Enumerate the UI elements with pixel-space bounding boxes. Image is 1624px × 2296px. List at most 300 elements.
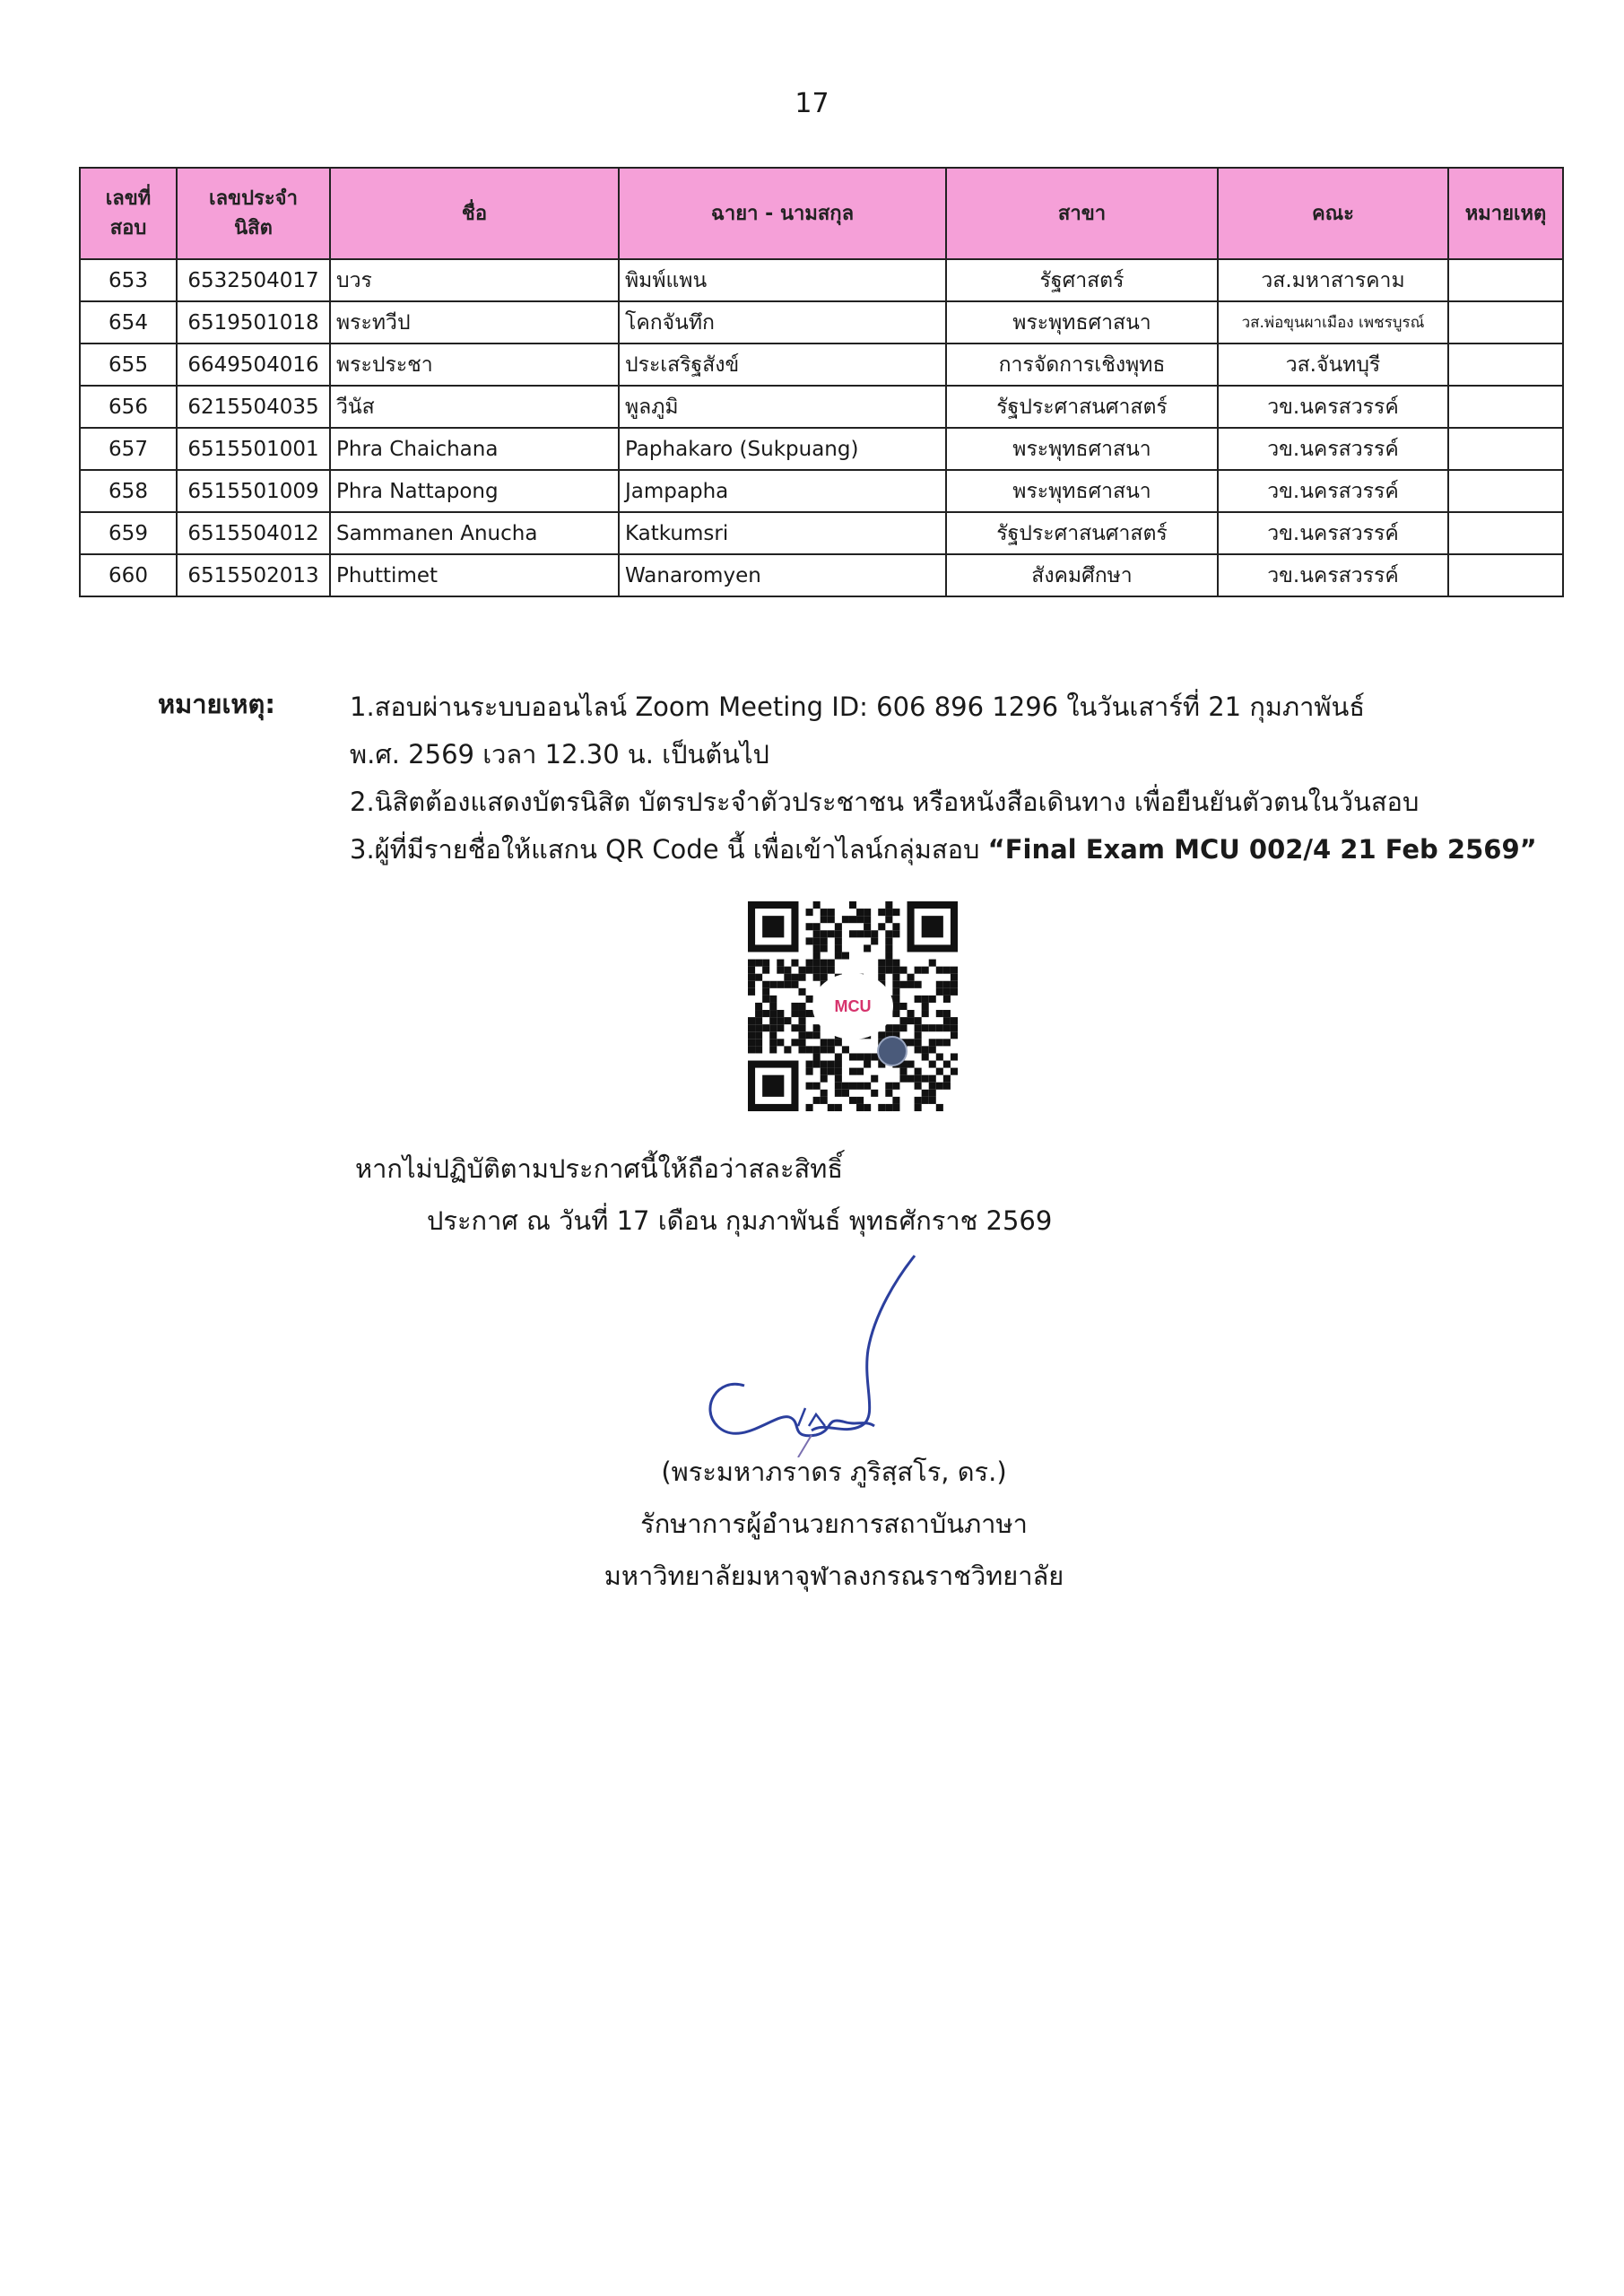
qr-module — [777, 1010, 784, 1017]
qr-module — [821, 1090, 828, 1097]
qr-module — [892, 974, 899, 981]
qr-module — [856, 1104, 864, 1111]
qr-module — [943, 1061, 951, 1068]
cell-name: Phra Nattapong — [330, 470, 619, 512]
qr-module — [842, 1090, 849, 1097]
qr-module — [821, 1068, 828, 1075]
qr-module — [885, 909, 892, 916]
table-row — [80, 512, 1563, 554]
cell-major: รัฐศาสตร์ — [946, 259, 1218, 301]
header-major: สาขา — [946, 168, 1218, 259]
qr-module — [791, 960, 798, 967]
signature-image — [690, 1251, 960, 1457]
note-3 — [350, 826, 1542, 874]
qr-module — [798, 988, 805, 996]
qr-module — [813, 923, 821, 930]
qr-module — [908, 1039, 915, 1046]
cell-exam-no: 655 — [80, 344, 177, 386]
qr-module — [748, 988, 755, 996]
qr-module — [864, 1104, 871, 1111]
qr-module — [864, 916, 871, 923]
qr-module — [791, 1003, 798, 1010]
qr-module — [835, 1068, 842, 1075]
qr-module — [892, 988, 899, 996]
cell-student-id: 6515501009 — [177, 470, 330, 512]
cell-faculty: วส.พ่อขุนผาเมือง เพชรบูรณ์ — [1218, 301, 1448, 344]
qr-module — [835, 1090, 842, 1097]
cell-student-id: 6515504012 — [177, 512, 330, 554]
qr-module — [885, 952, 892, 959]
qr-module — [856, 1053, 864, 1060]
qr-module — [835, 1104, 842, 1111]
qr-module — [828, 909, 835, 916]
qr-module — [871, 930, 878, 937]
qr-module — [871, 937, 878, 944]
qr-module — [813, 1053, 821, 1060]
qr-module — [828, 967, 835, 974]
cell-faculty: วข.นครสวรรค์ — [1218, 554, 1448, 596]
qr-module — [915, 1075, 922, 1083]
qr-module — [821, 1075, 828, 1083]
qr-module — [922, 1046, 929, 1053]
cell-student-id: 6215504035 — [177, 386, 330, 428]
table-row — [80, 344, 1563, 386]
seal-icon — [877, 1036, 908, 1066]
qr-module — [806, 1083, 813, 1090]
notes-list — [350, 683, 1542, 874]
notes-label: หมายเหตุ: — [158, 689, 275, 719]
qr-module — [828, 1039, 835, 1046]
qr-module — [755, 960, 762, 967]
qr-module — [885, 916, 892, 923]
qr-module — [791, 1024, 798, 1031]
qr-module — [856, 1068, 864, 1075]
qr-module — [951, 1017, 958, 1024]
qr-module — [929, 960, 936, 967]
cell-student-id: 6515502013 — [177, 554, 330, 596]
qr-module — [784, 981, 791, 988]
qr-module — [922, 1075, 929, 1083]
qr-module — [885, 944, 892, 952]
header-faculty: คณะ — [1218, 168, 1448, 259]
qr-module — [929, 1090, 936, 1097]
qr-module — [922, 1090, 929, 1097]
cell-exam-no: 659 — [80, 512, 177, 554]
qr-module — [929, 1083, 936, 1090]
qr-module — [929, 996, 936, 1003]
qr-module — [777, 981, 784, 988]
qr-module — [806, 1061, 813, 1068]
qr-module — [864, 909, 871, 916]
qr-module — [798, 1031, 805, 1039]
qr-module — [777, 960, 784, 967]
qr-module — [899, 967, 907, 974]
qr-module — [806, 937, 813, 944]
qr-module — [755, 1017, 762, 1024]
qr-module — [885, 967, 892, 974]
qr-module — [835, 930, 842, 937]
qr-module — [892, 1083, 899, 1090]
note-1: 1.สอบผ่านระบบออนไลน์ Zoom Meeting ID: 606 896 1296 ในวันเสาร์ที่ 21 กุมภาพันธ์ — [350, 691, 1366, 722]
qr-module — [892, 1003, 899, 1010]
header-exam-no-line2: สอบ — [109, 217, 147, 239]
qr-module — [821, 1097, 828, 1104]
qr-module — [828, 1104, 835, 1111]
qr-module — [748, 960, 755, 967]
qr-module — [915, 1097, 922, 1104]
qr-module — [849, 901, 856, 909]
qr-module — [813, 930, 821, 937]
header-student-id — [177, 168, 330, 259]
qr-module — [864, 1061, 871, 1068]
qr-module — [835, 1075, 842, 1083]
qr-module — [885, 901, 892, 909]
qr-module — [813, 974, 821, 981]
cell-major: การจัดการเชิงพุทธ — [946, 344, 1218, 386]
qr-module — [915, 981, 922, 988]
qr-module — [806, 960, 813, 967]
cell-surname: พิมพ์แพน — [619, 259, 946, 301]
qr-module — [922, 1024, 929, 1031]
qr-module — [943, 988, 951, 996]
cell-exam-no: 658 — [80, 470, 177, 512]
qr-module — [943, 996, 951, 1003]
qr-module — [821, 1061, 828, 1068]
table-body — [80, 259, 1563, 596]
note-1-continued: พ.ศ. 2569 เวลา 12.30 น. เป็นต้นไป — [350, 739, 769, 770]
qr-module — [899, 981, 907, 988]
qr-module — [936, 1083, 943, 1090]
cell-exam-no: 654 — [80, 301, 177, 344]
qr-module — [762, 981, 769, 988]
qr-module — [798, 974, 805, 981]
qr-module — [936, 967, 943, 974]
cell-remark — [1448, 428, 1563, 470]
qr-module — [828, 930, 835, 937]
qr-module — [885, 1090, 892, 1097]
qr-module — [856, 1097, 864, 1104]
qr-module — [856, 909, 864, 916]
qr-module — [908, 974, 915, 981]
qr-module — [813, 1046, 821, 1053]
qr-module — [806, 1068, 813, 1075]
cell-exam-no: 657 — [80, 428, 177, 470]
cell-major: รัฐประศาสนศาสตร์ — [946, 386, 1218, 428]
qr-module — [755, 1039, 762, 1046]
cell-surname: Katkumsri — [619, 512, 946, 554]
qr-module — [791, 1010, 798, 1017]
qr-module — [762, 1024, 769, 1031]
qr-module — [922, 1097, 929, 1104]
qr-module — [908, 1061, 915, 1068]
header-exam-no — [80, 168, 177, 259]
qr-module — [915, 996, 922, 1003]
qr-module — [835, 952, 842, 959]
cell-major: พระพุทธศาสนา — [946, 470, 1218, 512]
qr-module — [899, 1068, 907, 1075]
qr-module — [821, 967, 828, 974]
qr-module — [849, 1053, 856, 1060]
qr-module — [813, 1097, 821, 1104]
qr-module — [748, 974, 755, 981]
mcu-logo — [812, 973, 893, 1039]
qr-module — [835, 1039, 842, 1046]
qr-module — [798, 967, 805, 974]
qr-module — [915, 1031, 922, 1039]
qr-module — [755, 974, 762, 981]
qr-finder-pattern — [762, 916, 784, 937]
cell-exam-no: 660 — [80, 554, 177, 596]
qr-module — [835, 923, 842, 930]
header-name: ชื่อ — [330, 168, 619, 259]
qr-module — [821, 930, 828, 937]
cell-name: Phra Chaichana — [330, 428, 619, 470]
qr-module — [871, 1090, 878, 1097]
qr-module — [842, 916, 849, 923]
qr-module — [908, 1010, 915, 1017]
qr-module — [892, 1097, 899, 1104]
qr-module — [828, 1061, 835, 1068]
qr-module — [821, 1039, 828, 1046]
table-header-row — [80, 168, 1563, 259]
qr-module — [762, 967, 769, 974]
qr-module — [762, 960, 769, 967]
qr-module — [806, 1010, 813, 1017]
announcement-date: ประกาศ ณ วันที่ 17 เดือน กุมภาพันธ์ พุทธศักราช 2569 — [427, 1205, 1053, 1236]
qr-module — [951, 1053, 958, 1060]
qr-module — [951, 981, 958, 988]
qr-module — [885, 937, 892, 944]
cell-name: วีนัส — [330, 386, 619, 428]
cell-major: สังคมศึกษา — [946, 554, 1218, 596]
qr-module — [892, 967, 899, 974]
qr-module — [943, 981, 951, 988]
qr-module — [951, 967, 958, 974]
forfeit-warning: หากไม่ปฏิบัติตามประกาศนี้ให้ถือว่าสละสิทธิ์ — [355, 1153, 844, 1184]
qr-module — [748, 1024, 755, 1031]
cell-name: พระประชา — [330, 344, 619, 386]
qr-module — [762, 988, 769, 996]
qr-module — [892, 909, 899, 916]
qr-module — [769, 1046, 777, 1053]
qr-module — [777, 967, 784, 974]
qr-module — [915, 1104, 922, 1111]
qr-module — [835, 1053, 842, 1060]
qr-module — [943, 967, 951, 974]
qr-module — [951, 1068, 958, 1075]
cell-major: รัฐประศาสนศาสตร์ — [946, 512, 1218, 554]
qr-module — [899, 1075, 907, 1083]
qr-module — [856, 916, 864, 923]
qr-module — [777, 1017, 784, 1024]
signer-organization: มหาวิทยาลัยมหาจุฬาลงกรณราชวิทยาลัย — [604, 1561, 1064, 1591]
cell-faculty: วข.นครสวรรค์ — [1218, 470, 1448, 512]
qr-module — [892, 996, 899, 1003]
qr-module — [943, 1083, 951, 1090]
qr-module — [943, 1075, 951, 1083]
qr-module — [885, 1024, 892, 1031]
qr-module — [864, 930, 871, 937]
qr-module — [856, 930, 864, 937]
qr-module — [806, 923, 813, 930]
qr-module — [943, 1010, 951, 1017]
qr-module — [943, 1024, 951, 1031]
qr-module — [899, 1017, 907, 1024]
qr-module — [878, 923, 885, 930]
qr-module — [748, 1031, 755, 1039]
cell-name: บวร — [330, 259, 619, 301]
qr-module — [936, 1068, 943, 1075]
qr-module — [769, 1003, 777, 1010]
qr-module — [755, 1024, 762, 1031]
qr-module — [806, 909, 813, 916]
qr-module — [936, 1024, 943, 1031]
qr-module — [813, 967, 821, 974]
cell-surname: Jampapha — [619, 470, 946, 512]
header-student-id-line2: นิสิต — [234, 217, 273, 239]
qr-module — [892, 981, 899, 988]
qr-module — [798, 1010, 805, 1017]
qr-module — [835, 944, 842, 952]
qr-module — [798, 1024, 805, 1031]
cell-major: พระพุทธศาสนา — [946, 301, 1218, 344]
qr-module — [755, 1010, 762, 1017]
qr-module — [856, 1083, 864, 1090]
cell-remark — [1448, 470, 1563, 512]
cell-exam-no: 656 — [80, 386, 177, 428]
qr-module — [806, 1031, 813, 1039]
qr-module — [915, 1039, 922, 1046]
qr-module — [813, 952, 821, 959]
qr-module — [908, 1075, 915, 1083]
qr-module — [821, 944, 828, 952]
qr-module — [915, 1024, 922, 1031]
cell-faculty: วข.นครสวรรค์ — [1218, 386, 1448, 428]
cell-name: Sammanen Anucha — [330, 512, 619, 554]
qr-module — [892, 930, 899, 937]
cell-faculty: วส.จันทบุรี — [1218, 344, 1448, 386]
qr-finder-pattern — [922, 916, 943, 937]
cell-surname: Wanaromyen — [619, 554, 946, 596]
qr-module — [798, 1017, 805, 1024]
qr-module — [885, 960, 892, 967]
signer-title: รักษาการผู้อำนวยการสถาบันภาษา — [640, 1509, 1028, 1539]
qr-module — [798, 1039, 805, 1046]
page-number: 17 — [795, 88, 829, 119]
qr-module — [748, 1039, 755, 1046]
qr-module — [784, 967, 791, 974]
qr-module — [864, 1083, 871, 1090]
qr-module — [769, 1010, 777, 1017]
qr-module — [835, 1061, 842, 1068]
qr-module — [813, 960, 821, 967]
qr-module — [821, 960, 828, 967]
qr-module — [769, 981, 777, 988]
qr-module — [842, 1046, 849, 1053]
qr-module — [936, 981, 943, 988]
qr-module — [849, 1097, 856, 1104]
qr-module — [806, 967, 813, 974]
cell-remark — [1448, 554, 1563, 596]
qr-module — [936, 1010, 943, 1017]
note-2: 2.นิสิตต้องแสดงบัตรนิสิต บัตรประจำตัวประชาชน หรือหนังสือเดินทาง เพื่อยืนยันตัวตนในวันสอบ — [350, 787, 1420, 817]
table-row — [80, 470, 1563, 512]
qr-module — [878, 967, 885, 974]
qr-module — [929, 1046, 936, 1053]
qr-module — [777, 1039, 784, 1046]
qr-module — [821, 916, 828, 923]
qr-module — [878, 909, 885, 916]
qr-module — [908, 981, 915, 988]
cell-surname: โคกจันทึก — [619, 301, 946, 344]
cell-remark — [1448, 386, 1563, 428]
qr-module — [922, 1010, 929, 1017]
qr-module — [929, 1039, 936, 1046]
cell-surname: พูลภูมิ — [619, 386, 946, 428]
qr-module — [842, 952, 849, 959]
header-exam-no-line1: เลขที่ — [105, 187, 152, 210]
note-3-text: 3.ผู้ที่มีรายชื่อให้แสกน QR Code นี้ เพื่อเข้าไลน์กลุ่มสอบ — [350, 834, 988, 865]
cell-student-id: 6649504016 — [177, 344, 330, 386]
cell-name: พระทวีป — [330, 301, 619, 344]
qr-module — [892, 1010, 899, 1017]
qr-module — [915, 1017, 922, 1024]
cell-student-id: 6519501018 — [177, 301, 330, 344]
qr-module — [929, 1075, 936, 1083]
cell-student-id: 6532504017 — [177, 259, 330, 301]
qr-module — [813, 937, 821, 944]
cell-surname: ประเสริฐสังข์ — [619, 344, 946, 386]
qr-module — [821, 937, 828, 944]
cell-remark — [1448, 301, 1563, 344]
header-surname: ฉายา - นามสกุล — [619, 168, 946, 259]
qr-module — [878, 974, 885, 981]
qr-module — [922, 1003, 929, 1010]
qr-module — [842, 1083, 849, 1090]
qr-module — [769, 996, 777, 1003]
qr-module — [835, 1083, 842, 1090]
qr-module — [908, 1017, 915, 1024]
table-row — [80, 301, 1563, 344]
qr-module — [784, 1017, 791, 1024]
qr-module — [892, 923, 899, 930]
qr-module — [849, 930, 856, 937]
qr-module — [849, 1068, 856, 1075]
line-group-name: “Final Exam MCU 002/4 21 Feb 2569” — [987, 834, 1537, 865]
qr-module — [748, 1046, 755, 1053]
qr-module — [899, 1003, 907, 1010]
qr-module — [864, 1053, 871, 1060]
qr-module — [885, 1104, 892, 1111]
qr-module — [755, 1031, 762, 1039]
qr-module — [813, 1061, 821, 1068]
qr-module — [821, 1046, 828, 1053]
qr-module — [791, 974, 798, 981]
qr-module — [821, 909, 828, 916]
qr-module — [806, 1046, 813, 1053]
cell-student-id: 6515501001 — [177, 428, 330, 470]
qr-module — [777, 1024, 784, 1031]
qr-module — [813, 944, 821, 952]
line-group-qr-code[interactable] — [748, 901, 958, 1111]
qr-module — [828, 960, 835, 967]
qr-module — [835, 937, 842, 944]
qr-module — [798, 1046, 805, 1053]
cell-faculty: วข.นครสวรรค์ — [1218, 428, 1448, 470]
qr-module — [951, 988, 958, 996]
qr-module — [929, 1061, 936, 1068]
qr-module — [936, 1039, 943, 1046]
